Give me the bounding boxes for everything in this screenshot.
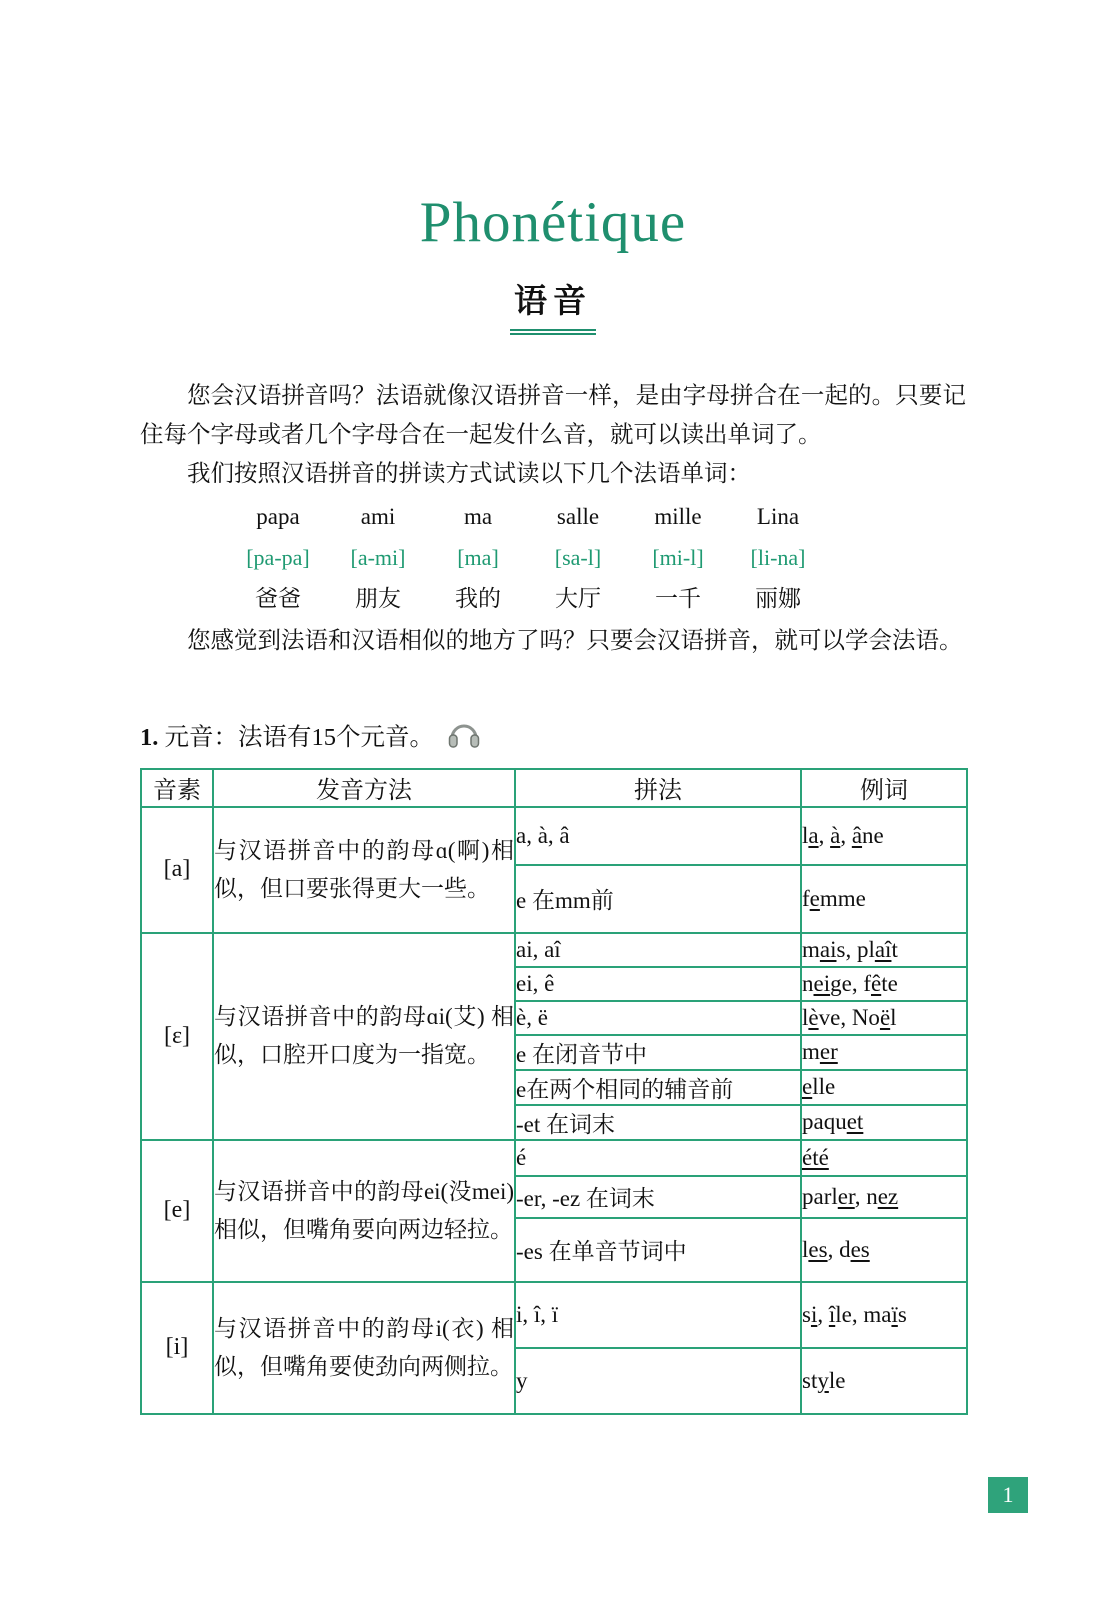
- header-method: 发音方法: [213, 769, 515, 807]
- page-number-badge: 1: [988, 1477, 1028, 1513]
- phoneme-cell: [a]: [141, 807, 213, 933]
- chinese-meaning: 丽娜: [755, 585, 801, 611]
- table-row: [141, 807, 967, 865]
- table-row: [141, 933, 967, 967]
- spelling-cell: e 在闭音节中: [515, 1035, 801, 1070]
- intro-paragraph-2: 我们按照汉语拼音的拼读方式试读以下几个法语单词：: [187, 460, 751, 487]
- method-cell: 与汉语拼音中的韵母ei(没mei) 相似，但嘴角要向两边轻拉。: [213, 1140, 515, 1282]
- french-word: mille: [654, 503, 702, 529]
- pronunciation: [mi-l]: [652, 544, 704, 570]
- example-cell: paquet: [801, 1105, 967, 1140]
- example-cell: femme: [801, 865, 967, 933]
- phoneme-cell: [ɛ]: [141, 933, 213, 1140]
- pronunciation: [li-na]: [750, 544, 806, 570]
- section-heading: [140, 717, 966, 754]
- pronunciation: [ma]: [457, 544, 499, 570]
- spelling-cell: é: [515, 1140, 801, 1176]
- header-example: 例词: [801, 769, 967, 807]
- chinese-meaning: 大厅: [555, 585, 601, 611]
- spelling-cell: e 在mm前: [515, 865, 801, 933]
- method-cell: 与汉语拼音中的韵母ɑi(艾) 相似，口腔开口度为一指宽。: [213, 933, 515, 1140]
- method-cell: 与汉语拼音中的韵母ɑ(啊)相似，但口要张得更大一些。: [213, 807, 515, 933]
- headphones-icon: [448, 719, 480, 756]
- section-number: 1.: [140, 723, 159, 751]
- spelling-cell: ai, aî: [515, 933, 801, 967]
- section-heading-text: 元音：法语有15个元音。: [164, 723, 434, 751]
- chinese-meaning: 一千: [655, 585, 701, 611]
- spelling-cell: è, ë: [515, 1001, 801, 1035]
- example-cell: été: [801, 1140, 967, 1176]
- page-subtitle-text: 语音: [510, 275, 596, 335]
- french-word: papa: [256, 503, 300, 529]
- intro-paragraph-1: 您会汉语拼音吗？法语就像汉语拼音一样，是由字母拼合在一起的。只要记住每个字母或者几个字母合在一起发什么音，就可以读出单词了。: [140, 382, 966, 448]
- example-cell: style: [801, 1348, 967, 1414]
- example-cell: elle: [801, 1070, 967, 1105]
- spelling-cell: -es 在单音节词中: [515, 1218, 801, 1282]
- french-word: ami: [360, 503, 396, 529]
- phoneme-cell: [e]: [141, 1140, 213, 1282]
- table-header-row: [141, 769, 967, 807]
- example-words-grid: [228, 498, 966, 618]
- example-cell: si, île, maïs: [801, 1282, 967, 1348]
- page-subtitle: [140, 275, 966, 335]
- page-title: Phonétique: [419, 191, 687, 254]
- method-cell: 与汉语拼音中的韵母i(衣) 相似，但嘴角要使劲向两侧拉。: [213, 1282, 515, 1414]
- example-cell: les, des: [801, 1218, 967, 1282]
- table-row: [141, 1140, 967, 1176]
- example-cell: parler, nez: [801, 1176, 967, 1218]
- header-spelling: 拼法: [515, 769, 801, 807]
- french-word: Lina: [756, 503, 800, 529]
- example-cell: la, à, âne: [801, 807, 967, 865]
- phoneme-cell: [i]: [141, 1282, 213, 1414]
- table-row: [141, 1282, 967, 1348]
- spelling-cell: i, î, ï: [515, 1282, 801, 1348]
- header-phoneme: 音素: [141, 769, 213, 807]
- chinese-meaning: 爸爸: [255, 585, 301, 611]
- page-content: [140, 0, 966, 1415]
- vowel-table: [140, 768, 968, 1415]
- spelling-cell: y: [515, 1348, 801, 1414]
- example-cell: neige, fête: [801, 967, 967, 1001]
- spelling-cell: ei, ê: [515, 967, 801, 1001]
- spelling-cell: -et 在词末: [515, 1105, 801, 1140]
- pronunciation: [sa-l]: [554, 544, 602, 570]
- example-cell: lève, Noël: [801, 1001, 967, 1035]
- pronunciation: [a-mi]: [350, 544, 406, 570]
- example-cell: mais, plaît: [801, 933, 967, 967]
- spelling-cell: e在两个相同的辅音前: [515, 1070, 801, 1105]
- example-cell: mer: [801, 1035, 967, 1070]
- spelling-cell: a, à, â: [515, 807, 801, 865]
- french-word: ma: [463, 503, 493, 529]
- pronunciation: [pa-pa]: [246, 544, 310, 570]
- chinese-meaning: 朋友: [355, 585, 401, 611]
- intro-paragraph-3: 您感觉到法语和汉语相似的地方了吗？只要会汉语拼音，就可以学会法语。: [187, 627, 963, 654]
- chinese-meaning: 我的: [455, 585, 501, 611]
- french-word: salle: [556, 503, 600, 529]
- spelling-cell: -er, -ez 在词末: [515, 1176, 801, 1218]
